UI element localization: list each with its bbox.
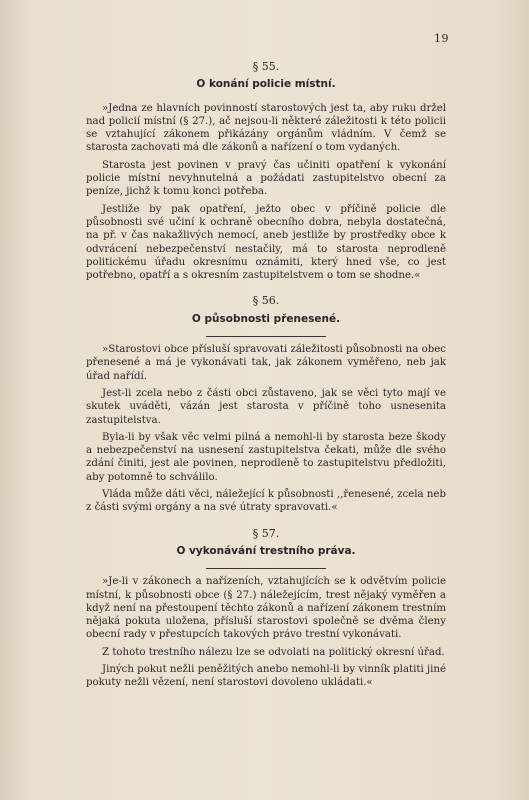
paragraph: Jestliže by pak opatření, ježto obec v příčině policie dle působnosti své učiní k ochraně obecního dobra, nebyla dostatečná, na př. v čas nakažlivých nemocí, aneb jestliže by prostředky obce k odvrácení nebezpečenství nestačily, má to starosta neprodleně politickému úřadu okresnímu oznámiti, který hned vše, co jest potřebno, opatří a s okresním zastupitelstvem o tom se shodne.« [86,203,446,282]
paragraph: Jest-li zcela nebo z části obci zůstaveno, jak se věci tyto mají ve skutek uváděti, vázán jest starosta v příčině toho usnesenita zastupitelstva. [86,387,446,426]
section-sign: § 56. [252,294,280,308]
paragraph: Starosta jest povinen v pravý čas učiniti opatření k vykonání policie místní nevyhnutelná a požádati zastupitelstvo obecní za peníze, jichž k tomu konci potřeba. [86,159,446,198]
section-sign: § 57. [252,526,280,540]
paragraph: Jiných pokut nežli peněžitých anebo nemohl-li by vinník platiti jiné pokuty nežli vězení, není starostovi dovoleno ukládati.« [86,663,446,689]
section-56 [86,294,446,514]
paragraph: Z tohoto trestního nálezu lze se odvolati na politický okresní úřad. [102,646,445,658]
paragraph: Byla-li by však věc velmi pilná a nemohl-li by starosta beze škody a nebezpečenství na usnesení zastupitelstva čekati, může dle svého zdání činiti, jest ale povinen, neprodleně to zastupitelstvu předložiti, aby potomně to schválilo. [86,431,446,483]
divider [206,568,326,569]
section-55 [86,60,446,282]
paragraph: »Jedna ze hlavních povinností starostových jest ta, aby ruku držel nad policií místní (§ 27.), ač nejsou-li některé záležitosti k této policii se vztahující zákonem přikázány orgánům vládním. V čemž se starosta zachovati má dle zákonů a nařízení o tom vydaných. [86,102,446,154]
page-number: 19 [434,32,449,45]
section-title: O vykonávání trestního práva. [176,544,356,557]
section-title: O konání policie místní. [196,78,336,91]
paragraph: Vláda může dáti věci, náležející k působnosti ,,řenesené, zcela neb z části svými orgány a na své útraty spravovati.« [86,489,446,514]
divider [206,336,326,337]
section-sign: § 55. [252,60,280,73]
paragraph: »Je-li v zákonech a nařízeních, vztahujících se k odvětvím policie místní, k působnosti obce (§ 27.) náležejícím, trest nějaký vyměřen a když není na přestoupení těchto zákonů a nařízení zákonem trestním nějaká pokuta uložena, přísluší starostovi společně se dvěma členy obecní rady v přestupcích takových právo trestní vykonávati. [86,576,446,641]
section-57 [86,527,446,690]
paragraph: »Starostovi obce přísluší spravovati záležitosti působnosti na obec přenesené a má je vykonávati tak, jak zákonem vyměřeno, neb jak úřad nařídí. [86,344,446,382]
section-title: O působnosti přenesené. [191,312,341,325]
page-content [86,60,446,694]
